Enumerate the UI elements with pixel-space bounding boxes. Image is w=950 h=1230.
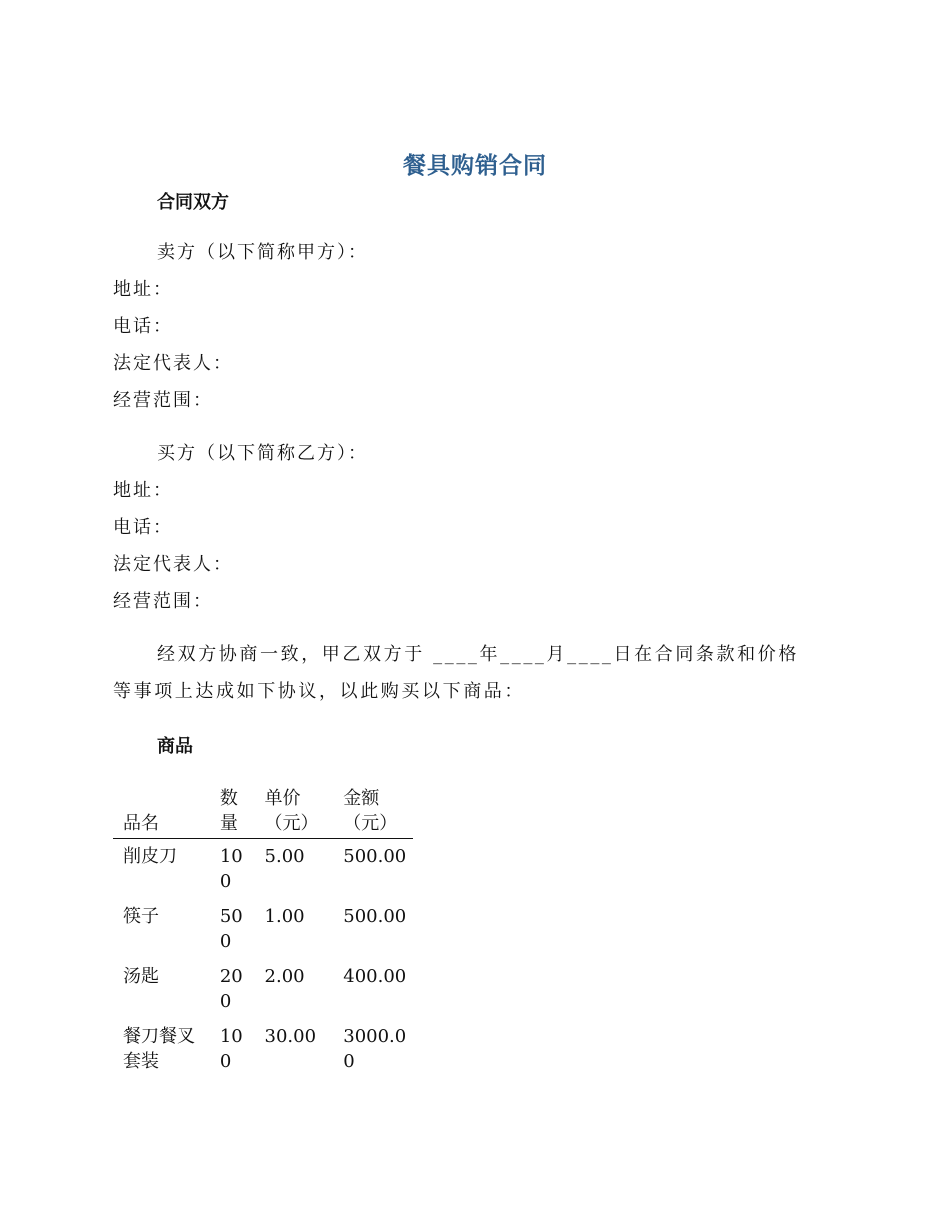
header-name: 品名 (123, 813, 159, 834)
seller-business-scope: 经营范围： (113, 390, 213, 411)
document-title: 餐具购销合同 (403, 153, 547, 179)
table-row (113, 1019, 413, 1079)
cell-name: 削皮刀 (123, 846, 177, 867)
cell-name: 餐刀餐叉套装 (123, 1026, 195, 1072)
buyer-address: 地址： (113, 480, 173, 501)
cell-quantity: 500 (219, 906, 243, 952)
buyer-legal-rep: 法定代表人： (113, 554, 233, 575)
buyer-label: 买方（以下简称乙方）： (157, 443, 368, 464)
buyer-business-scope: 经营范围： (113, 591, 213, 612)
agreement-line-2: 等事项上达成如下协议，以此购买以下商品： (113, 681, 525, 702)
cell-amount: 500.00 (343, 906, 407, 927)
header-amount: 金额（元） (343, 788, 398, 834)
agreement-line-1: 经双方协商一致，甲乙双方于 ____年____月____日在合同条款和价格 (157, 644, 799, 665)
cell-amount: 500.00 (343, 846, 407, 867)
seller-address: 地址： (113, 279, 173, 300)
table-row (113, 899, 413, 959)
cell-amount: 400.00 (343, 966, 407, 987)
goods-table (113, 786, 413, 1079)
section-heading-goods: 商品 (157, 736, 193, 757)
cell-quantity: 100 (219, 1026, 243, 1072)
buyer-phone: 电话： (113, 517, 173, 538)
cell-unit-price: 30.00 (264, 1026, 317, 1047)
header-quantity: 数量 (219, 788, 238, 834)
cell-amount: 3000.00 (343, 1026, 407, 1072)
seller-phone: 电话： (113, 316, 173, 337)
cell-quantity: 200 (219, 966, 243, 1012)
header-unit-price: 单价（元） (264, 788, 319, 834)
cell-unit-price: 1.00 (264, 906, 305, 927)
cell-name: 汤匙 (123, 966, 159, 987)
cell-unit-price: 2.00 (264, 966, 305, 987)
table-row (113, 959, 413, 1019)
table-row (113, 839, 413, 900)
seller-label: 卖方（以下简称甲方）： (157, 242, 368, 263)
cell-quantity: 100 (219, 846, 243, 892)
goods-table-wrapper (113, 786, 413, 1079)
section-heading-parties: 合同双方 (157, 192, 229, 213)
cell-unit-price: 5.00 (264, 846, 305, 867)
seller-legal-rep: 法定代表人： (113, 353, 233, 374)
cell-name: 筷子 (123, 906, 159, 927)
table-header-row (113, 786, 413, 839)
